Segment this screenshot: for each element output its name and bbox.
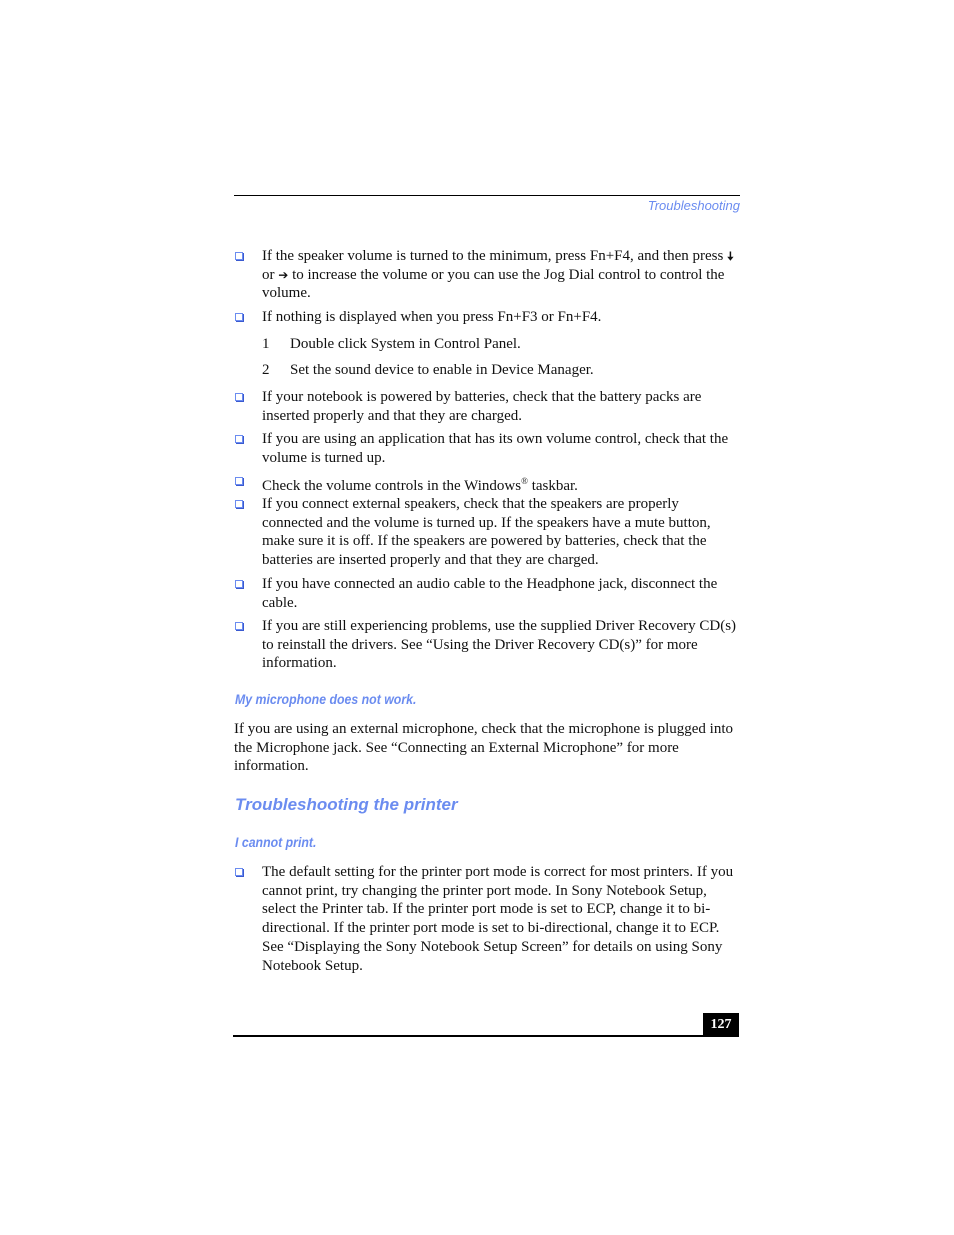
item-text: The default setting for the printer port mode is correct for most printers. If you cannot print, try changing the printer port mode. In Sony Notebook Setup, select the Printer tab. If the printer port mode is set to ECP, change it to bi-directional. If the printer port mode is set to bi-directional, change it to ECP. See “Displaying the Sony Notebook Setup Screen” for details on using Sony Notebook Setup. (262, 864, 734, 974)
list-item (262, 308, 742, 327)
or-text: or (262, 266, 275, 283)
list-item (262, 575, 742, 612)
list-item (262, 388, 742, 425)
bullet-icon (235, 313, 243, 321)
bullet-icon (235, 868, 243, 876)
item-text: If nothing is displayed when you press Fn+F3 or Fn+F4. (262, 309, 602, 325)
right-arrow-icon: ➔ (278, 267, 289, 282)
step-number: 2 (262, 362, 270, 378)
footer-rule (233, 1035, 739, 1037)
step-text: Double click System in Control Panel. (290, 336, 521, 352)
list-item (262, 430, 742, 467)
list-item (262, 472, 742, 496)
list-item (262, 495, 742, 570)
item-text: If you are still experiencing problems, use the supplied Driver Recovery CD(s) to reinstall the drivers. See “Using the Driver Recovery CD(s)” for more information. (262, 618, 737, 672)
item-text: taskbar. (527, 478, 578, 494)
page-number: 127 (703, 1013, 739, 1036)
section-header: Troubleshooting (647, 198, 740, 213)
step-number: 1 (262, 336, 270, 352)
bullet-icon (235, 435, 243, 443)
bullet-icon (235, 393, 243, 401)
registered-mark: ® (521, 476, 528, 486)
item-text: If the speaker volume is turned to the minimum, press Fn+F4, and then press (262, 248, 724, 264)
step-item (262, 335, 521, 354)
item-text: If your notebook is powered by batteries, check that the battery packs are inserted properly and that they are charged. (262, 389, 702, 424)
cannot-print-heading: I cannot print. (235, 834, 317, 850)
printer-section-heading: Troubleshooting the printer (235, 795, 458, 814)
header-rule (234, 195, 740, 196)
item-text: If you connect external speakers, check that the speakers are properly connected and the volume is turned up. If the speakers have a mute button, make sure it is off. If the speakers are powered by batteries, check that the batteries are inserted properly and that they are charged. (262, 496, 711, 569)
bullet-icon (235, 622, 243, 630)
microphone-heading: My microphone does not work. (235, 691, 417, 707)
list-item (262, 863, 742, 975)
bullet-icon (235, 477, 243, 485)
down-arrow-icon: 🠇 (727, 249, 734, 263)
list-item (262, 617, 742, 673)
list-item (262, 247, 742, 303)
bullet-icon (235, 500, 243, 508)
item-text: If you have connected an audio cable to the Headphone jack, disconnect the cable. (262, 576, 718, 611)
item-text: Check the volume controls in the Windows (262, 478, 522, 494)
step-item (262, 361, 594, 380)
bullet-icon (235, 580, 243, 588)
item-text: If you are using an application that has its own volume control, check that the volume is turned up. (262, 431, 729, 466)
bullet-icon (235, 252, 243, 260)
microphone-paragraph: If you are using an external microphone, check that the microphone is plugged into the Microphone jack. See “Connecting an External Microphone” for more information. (234, 721, 734, 775)
item-text: to increase the volume or you can use the Jog Dial control to control the volume. (262, 266, 725, 302)
step-text: Set the sound device to enable in Device Manager. (290, 362, 594, 378)
